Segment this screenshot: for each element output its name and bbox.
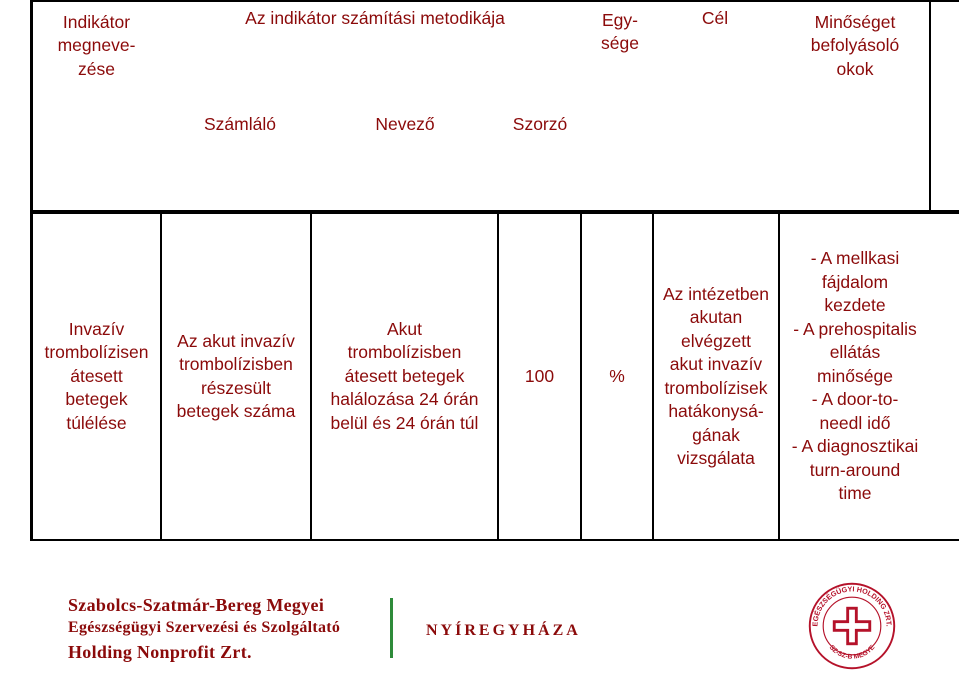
city-name: NYÍREGYHÁZA [426, 622, 581, 639]
header-indicator-name-text: Indikátor megneve- zése [57, 11, 136, 79]
header-denominator-text: Nevező [375, 114, 435, 135]
header-multiplier-text: Szorzó [512, 114, 568, 135]
footer-divider [390, 598, 393, 658]
header-numerator [170, 112, 310, 138]
row-goal [654, 214, 778, 539]
row-multiplier [499, 214, 580, 539]
header-unit [585, 6, 655, 58]
org-name-line1: Szabolcs-Szatmár-Bereg Megyei [68, 595, 325, 615]
seal-cross-icon [833, 607, 871, 645]
header-denominator [335, 112, 475, 138]
header-goal-text: Cél [701, 8, 729, 29]
table-border-bottom [30, 539, 959, 541]
row-numerator-text: Az akut invazív trombolízisben részesült betegek száma [176, 330, 296, 421]
header-methodology-text: Az indikátor számítási metodikája [245, 8, 505, 29]
header-unit-text: Egy- sége [601, 9, 639, 53]
seal-bottom-text: SZ-SZ-B MEGYE [827, 644, 877, 661]
header-indicator-name [33, 6, 160, 86]
row-denominator [312, 214, 497, 539]
header-multiplier [480, 112, 600, 138]
row-quality-factors [780, 214, 930, 539]
header-goal [670, 6, 760, 32]
row-goal-text: Az intézetben akutan elvégzett akut invazív trombolízisek hatákonysá- gának vizsgálata [662, 283, 770, 468]
row-unit-text: % [609, 365, 625, 386]
row-quality-factors-text: - A mellkasi fájdalom kezdete - A prehospitalis ellátás minősége - A door-to- needl idő - A diagnosztikai turn-around time [791, 248, 919, 504]
row-indicator-name-text: Invazív trombolízisen átesett betegek túlélése [44, 318, 149, 433]
seal-top-text: EGÉSZSÉGÜGYI HOLDING ZRT. [810, 584, 894, 627]
org-name-line2: Egészségügyi Szervezési és Szolgáltató [68, 619, 341, 636]
row-unit [582, 214, 652, 539]
org-name-line3: Holding Nonprofit Zrt. [68, 642, 252, 662]
header-numerator-text: Számláló [204, 114, 276, 135]
holding-seal-logo [804, 578, 900, 674]
header-quality-factors [780, 6, 930, 86]
header-quality-factors-text: Minőséget befolyásoló okok [810, 11, 900, 79]
row-multiplier-text: 100 [524, 365, 555, 386]
row-denominator-text: Akut trombolízisben átesett betegek halálozása 24 órán belül és 24 órán túl [330, 318, 479, 433]
row-numerator [162, 214, 310, 539]
header-methodology [200, 6, 550, 32]
table-border-top [30, 0, 959, 2]
row-indicator-name [33, 214, 160, 539]
